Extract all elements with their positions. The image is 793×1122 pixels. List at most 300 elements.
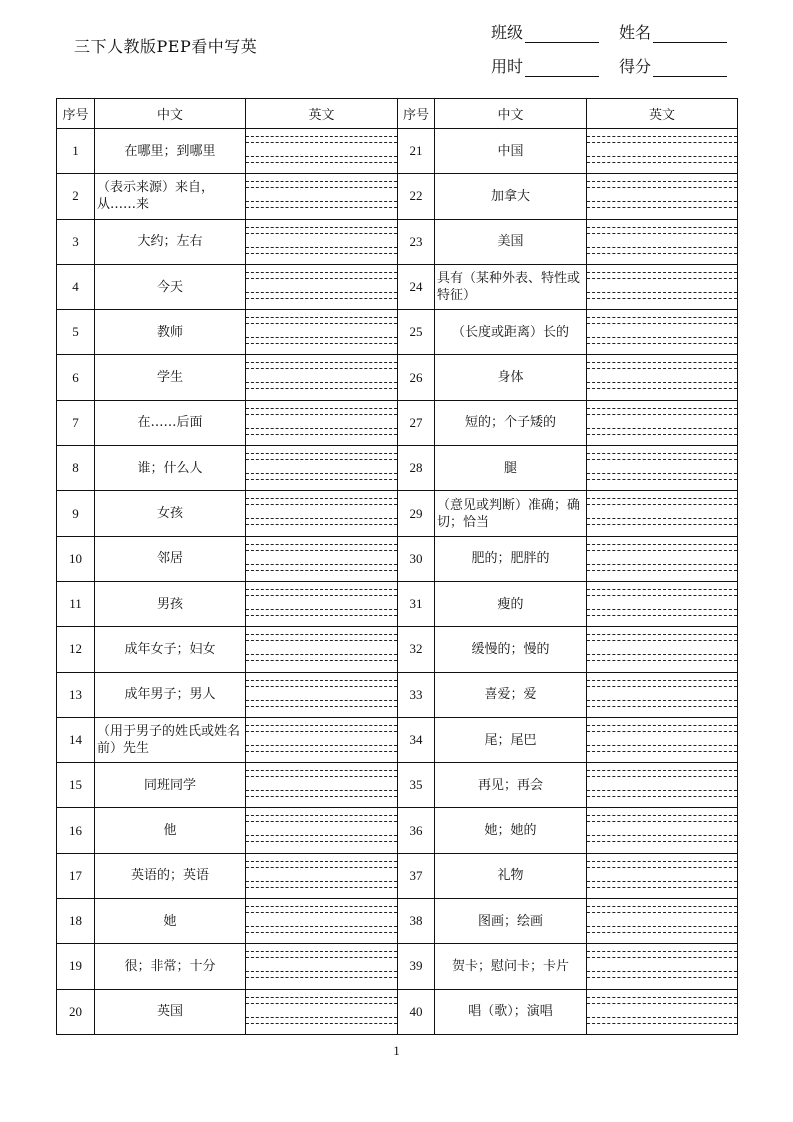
writing-guide-line — [246, 680, 397, 681]
writing-guide-line — [246, 201, 397, 202]
writing-guide-line — [587, 253, 737, 254]
writing-guide-line — [587, 770, 737, 771]
writing-guide-line — [246, 434, 397, 435]
chinese-term: （用于男子的姓氏或姓名前）先生 — [95, 717, 246, 762]
item-number: 27 — [398, 400, 435, 445]
writing-guide-line — [246, 589, 397, 590]
item-number: 12 — [57, 627, 95, 672]
chinese-term: 成年男子；男人 — [95, 672, 246, 717]
chinese-term: 成年女子；妇女 — [95, 627, 246, 672]
writing-guide-line — [587, 453, 737, 454]
writing-guide-line — [246, 790, 397, 791]
score-field — [619, 54, 727, 77]
writing-guide-line — [246, 1003, 397, 1004]
score-blank[interactable] — [653, 60, 727, 77]
english-answer-cell-right[interactable] — [587, 899, 738, 944]
item-number: 26 — [398, 355, 435, 400]
writing-guide-line — [246, 479, 397, 480]
writing-guide-line — [587, 1017, 737, 1018]
writing-guide-line — [246, 835, 397, 836]
table-row — [57, 446, 738, 491]
item-number: 1 — [57, 129, 95, 174]
writing-guide-line — [587, 459, 737, 460]
writing-guide-line — [587, 414, 737, 415]
writing-guide-line — [587, 906, 737, 907]
name-blank[interactable] — [653, 26, 727, 43]
english-answer-cell-left[interactable] — [246, 853, 398, 898]
english-answer-cell-right[interactable] — [587, 672, 738, 717]
writing-guide-line — [587, 680, 737, 681]
chinese-term: （表示来源）来自，从……来 — [95, 174, 246, 219]
english-answer-cell-right[interactable] — [587, 491, 738, 536]
writing-guide-line — [587, 706, 737, 707]
table-row — [57, 763, 738, 808]
writing-guide-line — [587, 796, 737, 797]
english-answer-cell-left[interactable] — [246, 491, 398, 536]
header-cn-right: 中文 — [435, 99, 587, 129]
chinese-term: 英国 — [95, 989, 246, 1034]
writing-guide-line — [246, 343, 397, 344]
chinese-term: 短的；个子矮的 — [435, 400, 587, 445]
table-row — [57, 491, 738, 536]
english-answer-cell-right[interactable] — [587, 808, 738, 853]
item-number: 30 — [398, 536, 435, 581]
item-number: 4 — [57, 264, 95, 309]
writing-guide-line — [246, 957, 397, 958]
writing-guide-line — [246, 796, 397, 797]
writing-guide-line — [246, 861, 397, 862]
writing-guide-line — [587, 589, 737, 590]
writing-guide-line — [246, 815, 397, 816]
writing-guide-line — [587, 835, 737, 836]
writing-guide-line — [246, 473, 397, 474]
table-row — [57, 129, 738, 174]
english-answer-cell-left[interactable] — [246, 174, 398, 219]
chinese-term: 英语的；英语 — [95, 853, 246, 898]
chinese-term: 他 — [95, 808, 246, 853]
chinese-term: 她 — [95, 899, 246, 944]
writing-guide-line — [587, 745, 737, 746]
header-en-right: 英文 — [587, 99, 738, 129]
writing-guide-line — [587, 725, 737, 726]
writing-guide-line — [587, 181, 737, 182]
table-row — [57, 310, 738, 355]
writing-guide-line — [587, 997, 737, 998]
english-answer-cell-left[interactable] — [246, 400, 398, 445]
writing-guide-line — [246, 388, 397, 389]
writing-guide-line — [246, 408, 397, 409]
english-answer-cell-right[interactable] — [587, 174, 738, 219]
writing-guide-line — [246, 323, 397, 324]
chinese-term: 尾；尾巴 — [435, 717, 587, 762]
item-number: 7 — [57, 400, 95, 445]
english-answer-cell-left[interactable] — [246, 717, 398, 762]
writing-guide-line — [587, 207, 737, 208]
english-answer-cell-left[interactable] — [246, 808, 398, 853]
english-answer-cell-right[interactable] — [587, 129, 738, 174]
writing-guide-line — [587, 382, 737, 383]
writing-guide-line — [246, 564, 397, 565]
item-number: 36 — [398, 808, 435, 853]
item-number: 35 — [398, 763, 435, 808]
writing-guide-line — [587, 518, 737, 519]
item-number: 11 — [57, 581, 95, 626]
writing-guide-line — [246, 162, 397, 163]
item-number: 20 — [57, 989, 95, 1034]
chinese-term: 瘦的 — [435, 581, 587, 626]
writing-guide-line — [246, 615, 397, 616]
item-number: 5 — [57, 310, 95, 355]
writing-guide-line — [587, 479, 737, 480]
writing-guide-line — [587, 977, 737, 978]
writing-guide-line — [587, 233, 737, 234]
english-answer-cell-left[interactable] — [246, 989, 398, 1034]
writing-guide-line — [246, 951, 397, 952]
table-row — [57, 174, 738, 219]
table-row — [57, 536, 738, 581]
writing-guide-line — [246, 187, 397, 188]
writing-guide-line — [246, 544, 397, 545]
table-row — [57, 853, 738, 898]
item-number: 9 — [57, 491, 95, 536]
chinese-term: 贺卡；慰问卡；卡片 — [435, 944, 587, 989]
table-row — [57, 219, 738, 264]
writing-guide-line — [587, 272, 737, 273]
item-number: 8 — [57, 446, 95, 491]
chinese-term: 谁；什么人 — [95, 446, 246, 491]
writing-guide-line — [246, 253, 397, 254]
writing-guide-line — [587, 292, 737, 293]
item-number: 16 — [57, 808, 95, 853]
item-number: 40 — [398, 989, 435, 1034]
class-blank[interactable] — [525, 26, 599, 43]
item-number: 39 — [398, 944, 435, 989]
writing-guide-line — [587, 1023, 737, 1024]
writing-guide-line — [246, 453, 397, 454]
english-answer-cell-right[interactable] — [587, 717, 738, 762]
english-answer-cell-left[interactable] — [246, 446, 398, 491]
item-number: 22 — [398, 174, 435, 219]
writing-guide-line — [587, 751, 737, 752]
writing-guide-line — [587, 362, 737, 363]
header-num-left: 序号 — [57, 99, 95, 129]
writing-guide-line — [587, 731, 737, 732]
chinese-term: 身体 — [435, 355, 587, 400]
item-number: 33 — [398, 672, 435, 717]
writing-guide-line — [587, 136, 737, 137]
table-header-row — [57, 99, 738, 129]
writing-guide-line — [246, 278, 397, 279]
item-number: 25 — [398, 310, 435, 355]
item-number: 31 — [398, 581, 435, 626]
chinese-term: 缓慢的；慢的 — [435, 627, 587, 672]
writing-guide-line — [246, 932, 397, 933]
time-label: 用时 — [491, 57, 524, 76]
item-number: 2 — [57, 174, 95, 219]
writing-guide-line — [246, 841, 397, 842]
english-answer-cell-left[interactable] — [246, 264, 398, 309]
writing-guide-line — [587, 570, 737, 571]
chinese-term: 教师 — [95, 310, 246, 355]
item-number: 23 — [398, 219, 435, 264]
item-number: 19 — [57, 944, 95, 989]
writing-guide-line — [587, 434, 737, 435]
item-number: 32 — [398, 627, 435, 672]
table-row — [57, 264, 738, 309]
writing-guide-line — [587, 524, 737, 525]
english-answer-cell-right[interactable] — [587, 310, 738, 355]
english-answer-cell-right[interactable] — [587, 536, 738, 581]
writing-guide-line — [246, 686, 397, 687]
english-answer-cell-left[interactable] — [246, 763, 398, 808]
item-number: 17 — [57, 853, 95, 898]
chinese-term: 同班同学 — [95, 763, 246, 808]
english-answer-cell-left[interactable] — [246, 581, 398, 626]
writing-guide-line — [246, 414, 397, 415]
writing-guide-line — [246, 233, 397, 234]
writing-guide-line — [587, 317, 737, 318]
time-blank[interactable] — [525, 60, 599, 77]
chinese-term: 邻居 — [95, 536, 246, 581]
writing-guide-line — [246, 706, 397, 707]
table-row — [57, 355, 738, 400]
writing-guide-line — [587, 640, 737, 641]
item-number: 10 — [57, 536, 95, 581]
writing-guide-line — [587, 323, 737, 324]
item-number: 6 — [57, 355, 95, 400]
writing-guide-line — [587, 821, 737, 822]
writing-guide-line — [246, 654, 397, 655]
writing-guide-line — [246, 498, 397, 499]
writing-guide-line — [246, 997, 397, 998]
english-answer-cell-left[interactable] — [246, 129, 398, 174]
writing-guide-line — [587, 201, 737, 202]
item-number: 38 — [398, 899, 435, 944]
chinese-term: 她；她的 — [435, 808, 587, 853]
english-answer-cell-right[interactable] — [587, 446, 738, 491]
english-answer-cell-left[interactable] — [246, 672, 398, 717]
english-answer-cell-left[interactable] — [246, 536, 398, 581]
writing-guide-line — [246, 912, 397, 913]
table-row — [57, 989, 738, 1034]
writing-guide-line — [246, 524, 397, 525]
writing-guide-line — [246, 776, 397, 777]
writing-guide-line — [246, 317, 397, 318]
writing-guide-line — [587, 564, 737, 565]
chinese-term: 唱（歌）；演唱 — [435, 989, 587, 1034]
writing-guide-line — [246, 660, 397, 661]
writing-guide-line — [587, 1003, 737, 1004]
chinese-term: （意见或判断）准确；确切；恰当 — [435, 491, 587, 536]
writing-guide-line — [587, 700, 737, 701]
writing-guide-line — [587, 595, 737, 596]
chinese-term: 再见；再会 — [435, 763, 587, 808]
chinese-term: 在哪里；到哪里 — [95, 129, 246, 174]
header-cn-left: 中文 — [95, 99, 246, 129]
table-row — [57, 672, 738, 717]
writing-guide-line — [587, 278, 737, 279]
writing-guide-line — [246, 362, 397, 363]
writing-guide-line — [246, 977, 397, 978]
writing-guide-line — [246, 745, 397, 746]
name-field — [619, 20, 727, 43]
writing-guide-line — [587, 544, 737, 545]
english-answer-cell-right[interactable] — [587, 989, 738, 1034]
writing-guide-line — [587, 634, 737, 635]
class-label: 班级 — [491, 23, 524, 42]
english-answer-cell-right[interactable] — [587, 944, 738, 989]
writing-guide-line — [246, 272, 397, 273]
writing-guide-line — [246, 142, 397, 143]
writing-guide-line — [246, 971, 397, 972]
writing-guide-line — [246, 887, 397, 888]
writing-guide-line — [587, 187, 737, 188]
item-number: 14 — [57, 717, 95, 762]
writing-guide-line — [587, 867, 737, 868]
writing-guide-line — [246, 1023, 397, 1024]
chinese-term: 肥的；肥胖的 — [435, 536, 587, 581]
writing-guide-line — [246, 731, 397, 732]
writing-guide-line — [587, 654, 737, 655]
writing-guide-line — [587, 932, 737, 933]
table-row — [57, 899, 738, 944]
writing-guide-line — [587, 957, 737, 958]
english-answer-cell-right[interactable] — [587, 763, 738, 808]
writing-guide-line — [587, 912, 737, 913]
worksheet-title: 三下人教版PEP看中写英 — [74, 37, 258, 56]
item-number: 13 — [57, 672, 95, 717]
writing-guide-line — [587, 686, 737, 687]
writing-guide-line — [246, 292, 397, 293]
header-en-left: 英文 — [246, 99, 398, 129]
writing-guide-line — [246, 634, 397, 635]
chinese-term: 喜爱；爱 — [435, 672, 587, 717]
writing-guide-line — [246, 1017, 397, 1018]
writing-guide-line — [587, 815, 737, 816]
english-answer-cell-right[interactable] — [587, 627, 738, 672]
writing-guide-line — [587, 343, 737, 344]
english-answer-cell-right[interactable] — [587, 264, 738, 309]
writing-guide-line — [246, 867, 397, 868]
writing-guide-line — [246, 609, 397, 610]
writing-guide-line — [246, 504, 397, 505]
class-field — [491, 20, 599, 43]
writing-guide-line — [246, 550, 397, 551]
item-number: 15 — [57, 763, 95, 808]
english-answer-cell-left[interactable] — [246, 310, 398, 355]
chinese-term: 在……后面 — [95, 400, 246, 445]
header-num-right: 序号 — [398, 99, 435, 129]
writing-guide-line — [246, 181, 397, 182]
english-answer-cell-left[interactable] — [246, 944, 398, 989]
chinese-term: 很；非常；十分 — [95, 944, 246, 989]
writing-guide-line — [587, 298, 737, 299]
chinese-term: （长度或距离）长的 — [435, 310, 587, 355]
item-number: 24 — [398, 264, 435, 309]
writing-guide-line — [587, 473, 737, 474]
table-row — [57, 808, 738, 853]
writing-guide-line — [587, 428, 737, 429]
chinese-term: 学生 — [95, 355, 246, 400]
writing-guide-line — [587, 550, 737, 551]
vocabulary-table — [56, 98, 738, 1035]
english-answer-cell-left[interactable] — [246, 355, 398, 400]
item-number: 37 — [398, 853, 435, 898]
writing-guide-line — [587, 498, 737, 499]
chinese-term: 中国 — [435, 129, 587, 174]
chinese-term: 腿 — [435, 446, 587, 491]
writing-guide-line — [246, 247, 397, 248]
english-answer-cell-right[interactable] — [587, 400, 738, 445]
time-field — [491, 54, 599, 77]
writing-guide-line — [587, 337, 737, 338]
writing-guide-line — [587, 951, 737, 952]
writing-guide-line — [246, 428, 397, 429]
english-answer-cell-left[interactable] — [246, 219, 398, 264]
score-label: 得分 — [619, 57, 652, 76]
page-number: 1 — [393, 1043, 400, 1058]
writing-guide-line — [246, 570, 397, 571]
table-row — [57, 944, 738, 989]
writing-guide-line — [587, 971, 737, 972]
writing-guide-line — [587, 368, 737, 369]
english-answer-cell-right[interactable] — [587, 355, 738, 400]
writing-guide-line — [587, 887, 737, 888]
chinese-term: 今天 — [95, 264, 246, 309]
writing-guide-line — [246, 700, 397, 701]
writing-guide-line — [587, 247, 737, 248]
english-answer-cell-right[interactable] — [587, 219, 738, 264]
chinese-term: 美国 — [435, 219, 587, 264]
chinese-term: 图画；绘画 — [435, 899, 587, 944]
chinese-term: 具有（某种外表、特性或特征） — [435, 264, 587, 309]
item-number: 18 — [57, 899, 95, 944]
writing-guide-line — [246, 207, 397, 208]
writing-guide-line — [246, 751, 397, 752]
name-label: 姓名 — [619, 23, 652, 42]
writing-guide-line — [246, 770, 397, 771]
chinese-term: 大约；左右 — [95, 219, 246, 264]
chinese-term: 加拿大 — [435, 174, 587, 219]
chinese-term: 男孩 — [95, 581, 246, 626]
writing-guide-line — [587, 861, 737, 862]
writing-guide-line — [246, 906, 397, 907]
table-row — [57, 400, 738, 445]
item-number: 21 — [398, 129, 435, 174]
writing-guide-line — [246, 459, 397, 460]
writing-guide-line — [246, 640, 397, 641]
chinese-term: 女孩 — [95, 491, 246, 536]
english-answer-cell-right[interactable] — [587, 853, 738, 898]
english-answer-cell-right[interactable] — [587, 581, 738, 626]
writing-guide-line — [246, 136, 397, 137]
writing-guide-line — [246, 725, 397, 726]
writing-guide-line — [246, 337, 397, 338]
table-row — [57, 581, 738, 626]
writing-guide-line — [587, 660, 737, 661]
writing-guide-line — [587, 615, 737, 616]
writing-guide-line — [246, 368, 397, 369]
writing-guide-line — [587, 162, 737, 163]
writing-guide-line — [246, 595, 397, 596]
writing-guide-line — [587, 926, 737, 927]
writing-guide-line — [246, 821, 397, 822]
writing-guide-line — [587, 504, 737, 505]
english-answer-cell-left[interactable] — [246, 899, 398, 944]
writing-guide-line — [246, 881, 397, 882]
writing-guide-line — [246, 227, 397, 228]
english-answer-cell-left[interactable] — [246, 627, 398, 672]
